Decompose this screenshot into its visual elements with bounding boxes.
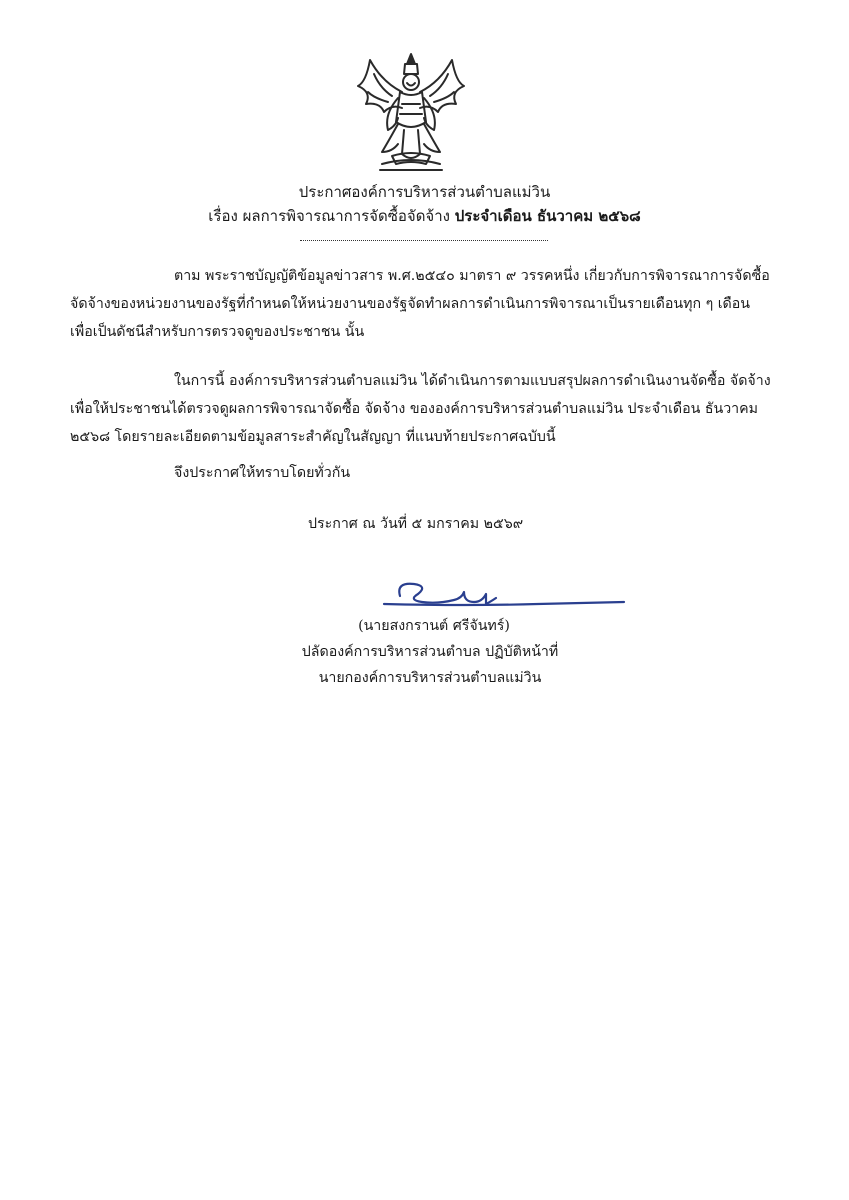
paragraph-line: เพื่อเป็นดัชนีสำหรับการตรวจดูของประชาชน นั้น: [70, 324, 365, 340]
signatory-name: (นายสงกรานต์ ศรีจันทร์): [358, 618, 510, 634]
handwritten-signature-icon: [378, 574, 628, 614]
paragraph-2: [70, 367, 778, 451]
paragraph-1: [70, 262, 778, 346]
garuda-emblem-icon: [352, 52, 470, 176]
paragraph-line: ในการนี้ องค์การบริหารส่วนตำบลแม่วิน ได้ดำเนินการตามแบบสรุปผลการดำเนินงานจัดซื้อ จัดจ้าง: [174, 373, 771, 389]
announcement-date: ประกาศ ณ วันที่ ๕ มกราคม ๒๕๖๙: [308, 516, 524, 532]
dotted-divider: [300, 240, 548, 241]
subject-text: เรื่อง ผลการพิจารณาการจัดซื้อจัดจ้าง: [208, 207, 455, 225]
paragraph-line: เพื่อให้ประชาชนได้ตรวจดูผลการพิจารณาจัดซื้อ จัดจ้าง ขององค์การบริหารส่วนตำบลแม่วิน ประจำเดือน ธันวาคม: [70, 401, 758, 417]
announcement-subject: [0, 205, 849, 227]
closing-statement: จึงประกาศให้ทราบโดยทั่วกัน: [174, 465, 351, 481]
announcement-title: ประกาศองค์การบริหารส่วนตำบลแม่วิน: [298, 183, 551, 201]
signatory-position: ปลัดองค์การบริหารส่วนตำบล ปฏิบัติหน้าที่: [301, 644, 559, 660]
paragraph-line: จัดจ้างของหน่วยงานของรัฐที่กำหนดให้หน่วยงานของรัฐจัดทำผลการดำเนินการพิจารณาเป็นรายเดือนทุก ๆ เดือน: [70, 296, 750, 312]
paragraph-line: ตาม พระราชบัญญัติข้อมูลข่าวสาร พ.ศ.๒๕๔๐ มาตรา ๙ วรรคหนึ่ง เกี่ยวกับการพิจารณาการจัดซื้อ: [174, 268, 770, 284]
signatory-acting-position: นายกองค์การบริหารส่วนตำบลแม่วิน: [318, 670, 542, 686]
subject-month: ประจำเดือน ธันวาคม ๒๕๖๘: [454, 207, 641, 225]
paragraph-line: ๒๕๖๘ โดยรายละเอียดตามข้อมูลสาระสำคัญในสัญญา ที่แนบท้ายประกาศฉบับนี้: [70, 429, 556, 445]
